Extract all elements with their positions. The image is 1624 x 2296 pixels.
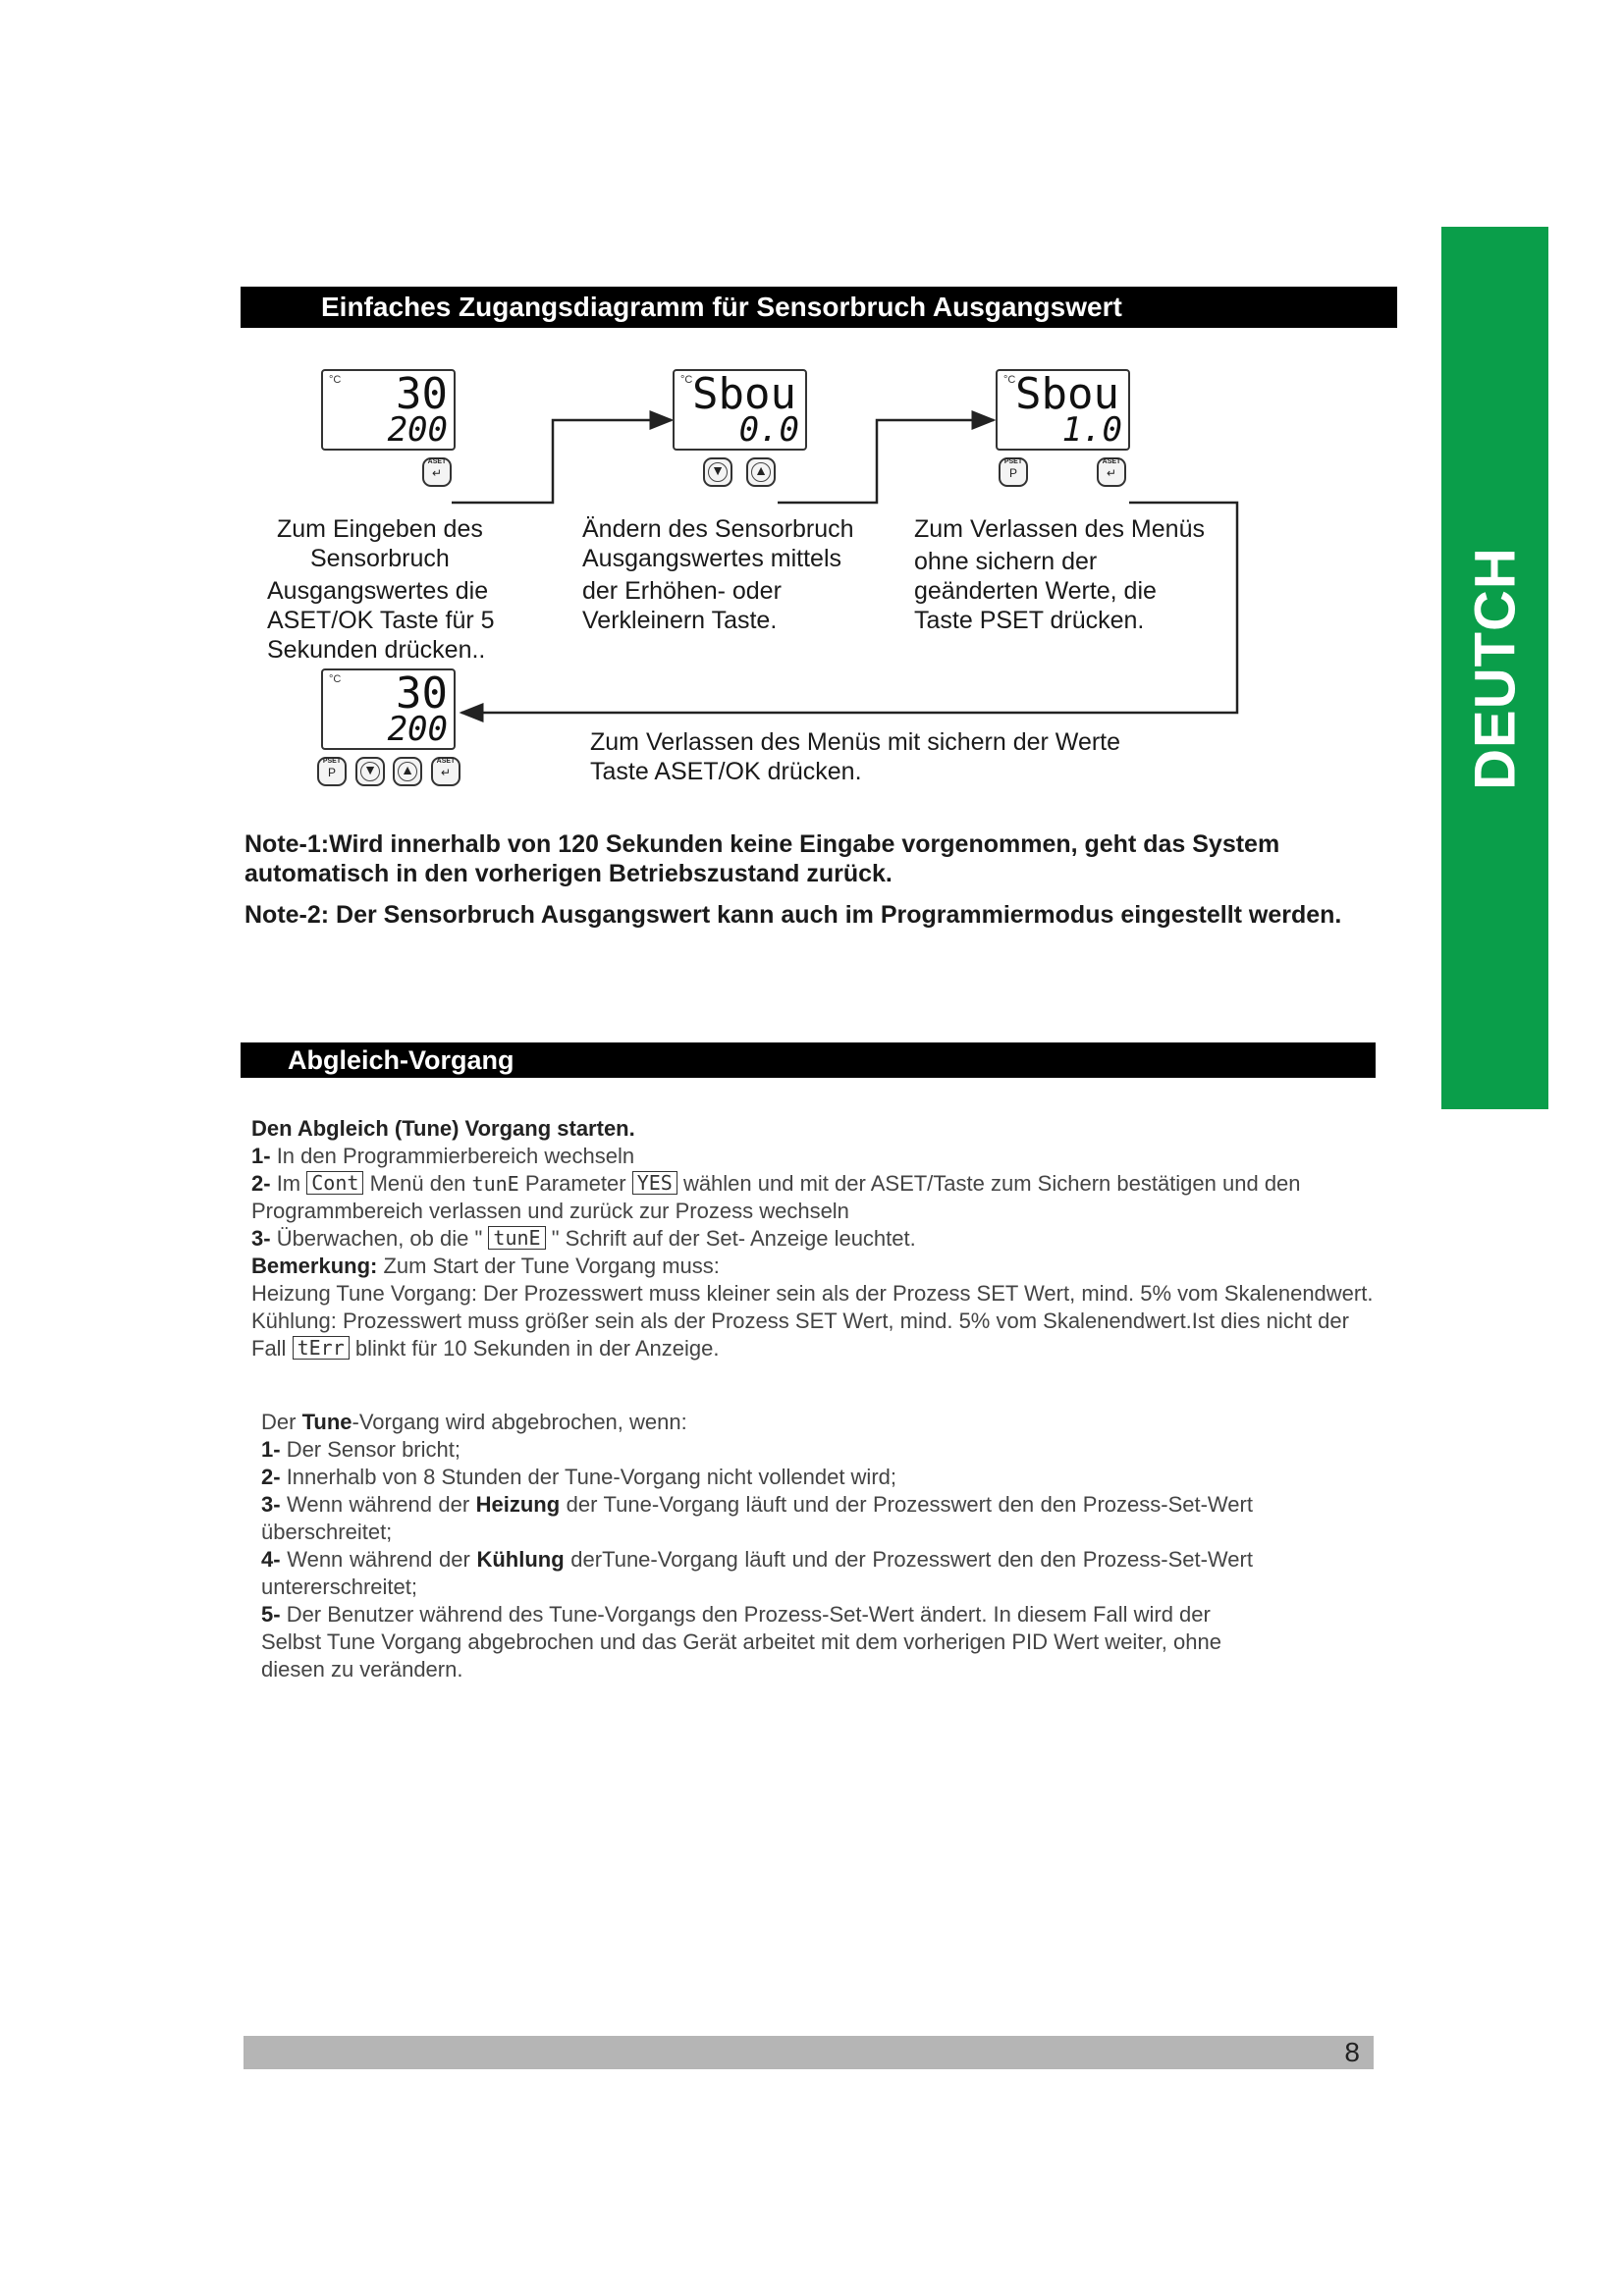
enter-icon: ↵	[1106, 466, 1117, 480]
aset-ok-button[interactable]: ASET ↵	[431, 757, 460, 786]
pset-button[interactable]: PSET P	[317, 757, 347, 786]
aset-ok-button[interactable]: ASET ↵	[1097, 457, 1126, 487]
connector-1-to-2	[452, 420, 672, 503]
display-bottom-value: 200	[387, 410, 448, 450]
abort-item-5: 5- Der Benutzer während des Tune-Vorgangs den Prozess-Set-Wert ändert. In diesem Fall wird der Selbst Tune Vorgang abgebrochen und das Gerät arbeitet mit dem vorherigen PID Wert weiter, ohne diesen zu verändern.	[261, 1602, 1221, 1682]
enter-icon: ↵	[431, 466, 443, 480]
footer-bar	[244, 2036, 1374, 2069]
p-letter-icon: P	[327, 766, 336, 779]
tune-abort-conditions	[261, 1409, 1253, 1683]
display-bottom-value: 200	[387, 710, 448, 749]
unit-label: °C	[329, 673, 342, 685]
abort-item-4: 4- Wenn während der Kühlung derTune-Vorgang läuft und der Prozesswert den den Prozess-Set-Wert untererschreitet;	[261, 1547, 1253, 1599]
tune-heading: Den Abgleich (Tune) Vorgang starten.	[251, 1116, 635, 1141]
unit-label: °C	[329, 374, 342, 386]
down-arrow-icon: ▼	[711, 462, 725, 478]
section-title: Einfaches Zugangsdiagramm für Sensorbruch Ausgangswert	[321, 292, 1122, 322]
display-top-value: 30	[396, 369, 448, 419]
lcd-tune: tunE	[471, 1172, 519, 1196]
up-arrow-icon: ▲	[401, 762, 414, 777]
tune-remark: Bemerkung: Zum Start der Tune Vorgang muss:	[251, 1254, 720, 1278]
controller-display-2	[673, 369, 807, 451]
section-header-tune	[241, 1042, 1376, 1078]
tune-heating: Heizung Tune Vorgang: Der Prozesswert muss kleiner sein als der Prozess SET Wert, mind. 5% vom Skalenendwert.	[251, 1281, 1374, 1306]
display-top-value: 30	[396, 668, 448, 719]
caption-exit-with-save: Zum Verlassen des Menüs mit sichern der Werte Taste ASET/OK drücken.	[590, 728, 1121, 785]
tune-step-3: 3- Überwachen, ob die " tunE " Schrift auf der Set- Anzeige leuchtet.	[251, 1226, 916, 1251]
tune-cooling: Kühlung: Prozesswert muss größer sein als der Prozess SET Wert, mind. 5% vom Skalenendwert.Ist dies nicht der Fall tErr blinkt für 10 Sekunden in der Anzeige.	[251, 1308, 1349, 1361]
controller-display-1	[321, 369, 456, 451]
caption-change-value: Ändern des Sensorbruch Ausgangswertes mittels der Erhöhen- oder Verkleinern Taste.	[582, 515, 854, 634]
controller-display-3	[996, 369, 1130, 451]
display-bottom-value: 0.0	[738, 410, 799, 450]
p-letter-icon: P	[1008, 466, 1017, 480]
down-button[interactable]	[703, 457, 732, 487]
tune-step-1: 1- In den Programmierbereich wechseln	[251, 1144, 635, 1168]
up-button[interactable]	[393, 757, 422, 786]
enter-icon: ↵	[440, 766, 452, 779]
down-arrow-icon: ▼	[363, 762, 377, 777]
aset-ok-button[interactable]: ASET ↵	[422, 457, 452, 487]
abort-intro: Der Tune-Vorgang wird abgebrochen, wenn:	[261, 1410, 687, 1434]
unit-label: °C	[680, 374, 693, 386]
lcd-cont: Cont	[306, 1171, 363, 1195]
connector-2-to-3	[778, 420, 994, 503]
tune-instructions	[251, 1115, 1380, 1362]
abort-item-3: 3- Wenn während der Heizung der Tune-Vorgang läuft und der Prozesswert den den Prozess-Set-Wert überschreitet;	[261, 1492, 1253, 1544]
up-arrow-icon: ▲	[754, 462, 768, 478]
lcd-terr: tErr	[293, 1336, 350, 1360]
note-1: Note-1:Wird innerhalb von 120 Sekunden keine Eingabe vorgenommen, geht das System automatisch in den vorherigen Betriebszustand zurück.	[244, 830, 1280, 887]
unit-label: °C	[1003, 374, 1016, 386]
up-button[interactable]	[746, 457, 776, 487]
pset-button[interactable]: PSET P	[999, 457, 1028, 487]
note-2: Note-2: Der Sensorbruch Ausgangswert kann auch im Programmiermodus eingestellt werden.	[244, 901, 1342, 929]
display-top-value: Sbou	[1015, 369, 1119, 419]
section-title: Abgleich-Vorgang	[288, 1045, 514, 1075]
language-label: DEUTCH	[1463, 546, 1527, 790]
down-button[interactable]	[355, 757, 385, 786]
controller-display-4	[321, 668, 456, 750]
abort-item-2: 2- Innerhalb von 8 Stunden der Tune-Vorgang nicht vollendet wird;	[261, 1465, 896, 1489]
caption-enter-value: Zum Eingeben des Sensorbruch Ausgangswertes die ASET/OK Taste für 5 Sekunden drücken..	[267, 515, 495, 664]
lcd-yes: YES	[632, 1171, 677, 1195]
display-bottom-value: 1.0	[1061, 410, 1122, 450]
tune-step-2: 2- Im Cont Menü den tunE Parameter YES wählen und mit der ASET/Taste zum Sichern bestätigen und den Programmbereich verlassen und zurück zur Prozess wechseln	[251, 1171, 1301, 1223]
abort-item-1: 1- Der Sensor bricht;	[261, 1437, 460, 1462]
page-number: 8	[1344, 2037, 1360, 2067]
lcd-tune: tunE	[488, 1226, 545, 1250]
display-top-value: Sbou	[692, 369, 796, 419]
caption-exit-without-save: Zum Verlassen des Menüs ohne sichern der geänderten Werte, die Taste PSET drücken.	[914, 515, 1205, 634]
